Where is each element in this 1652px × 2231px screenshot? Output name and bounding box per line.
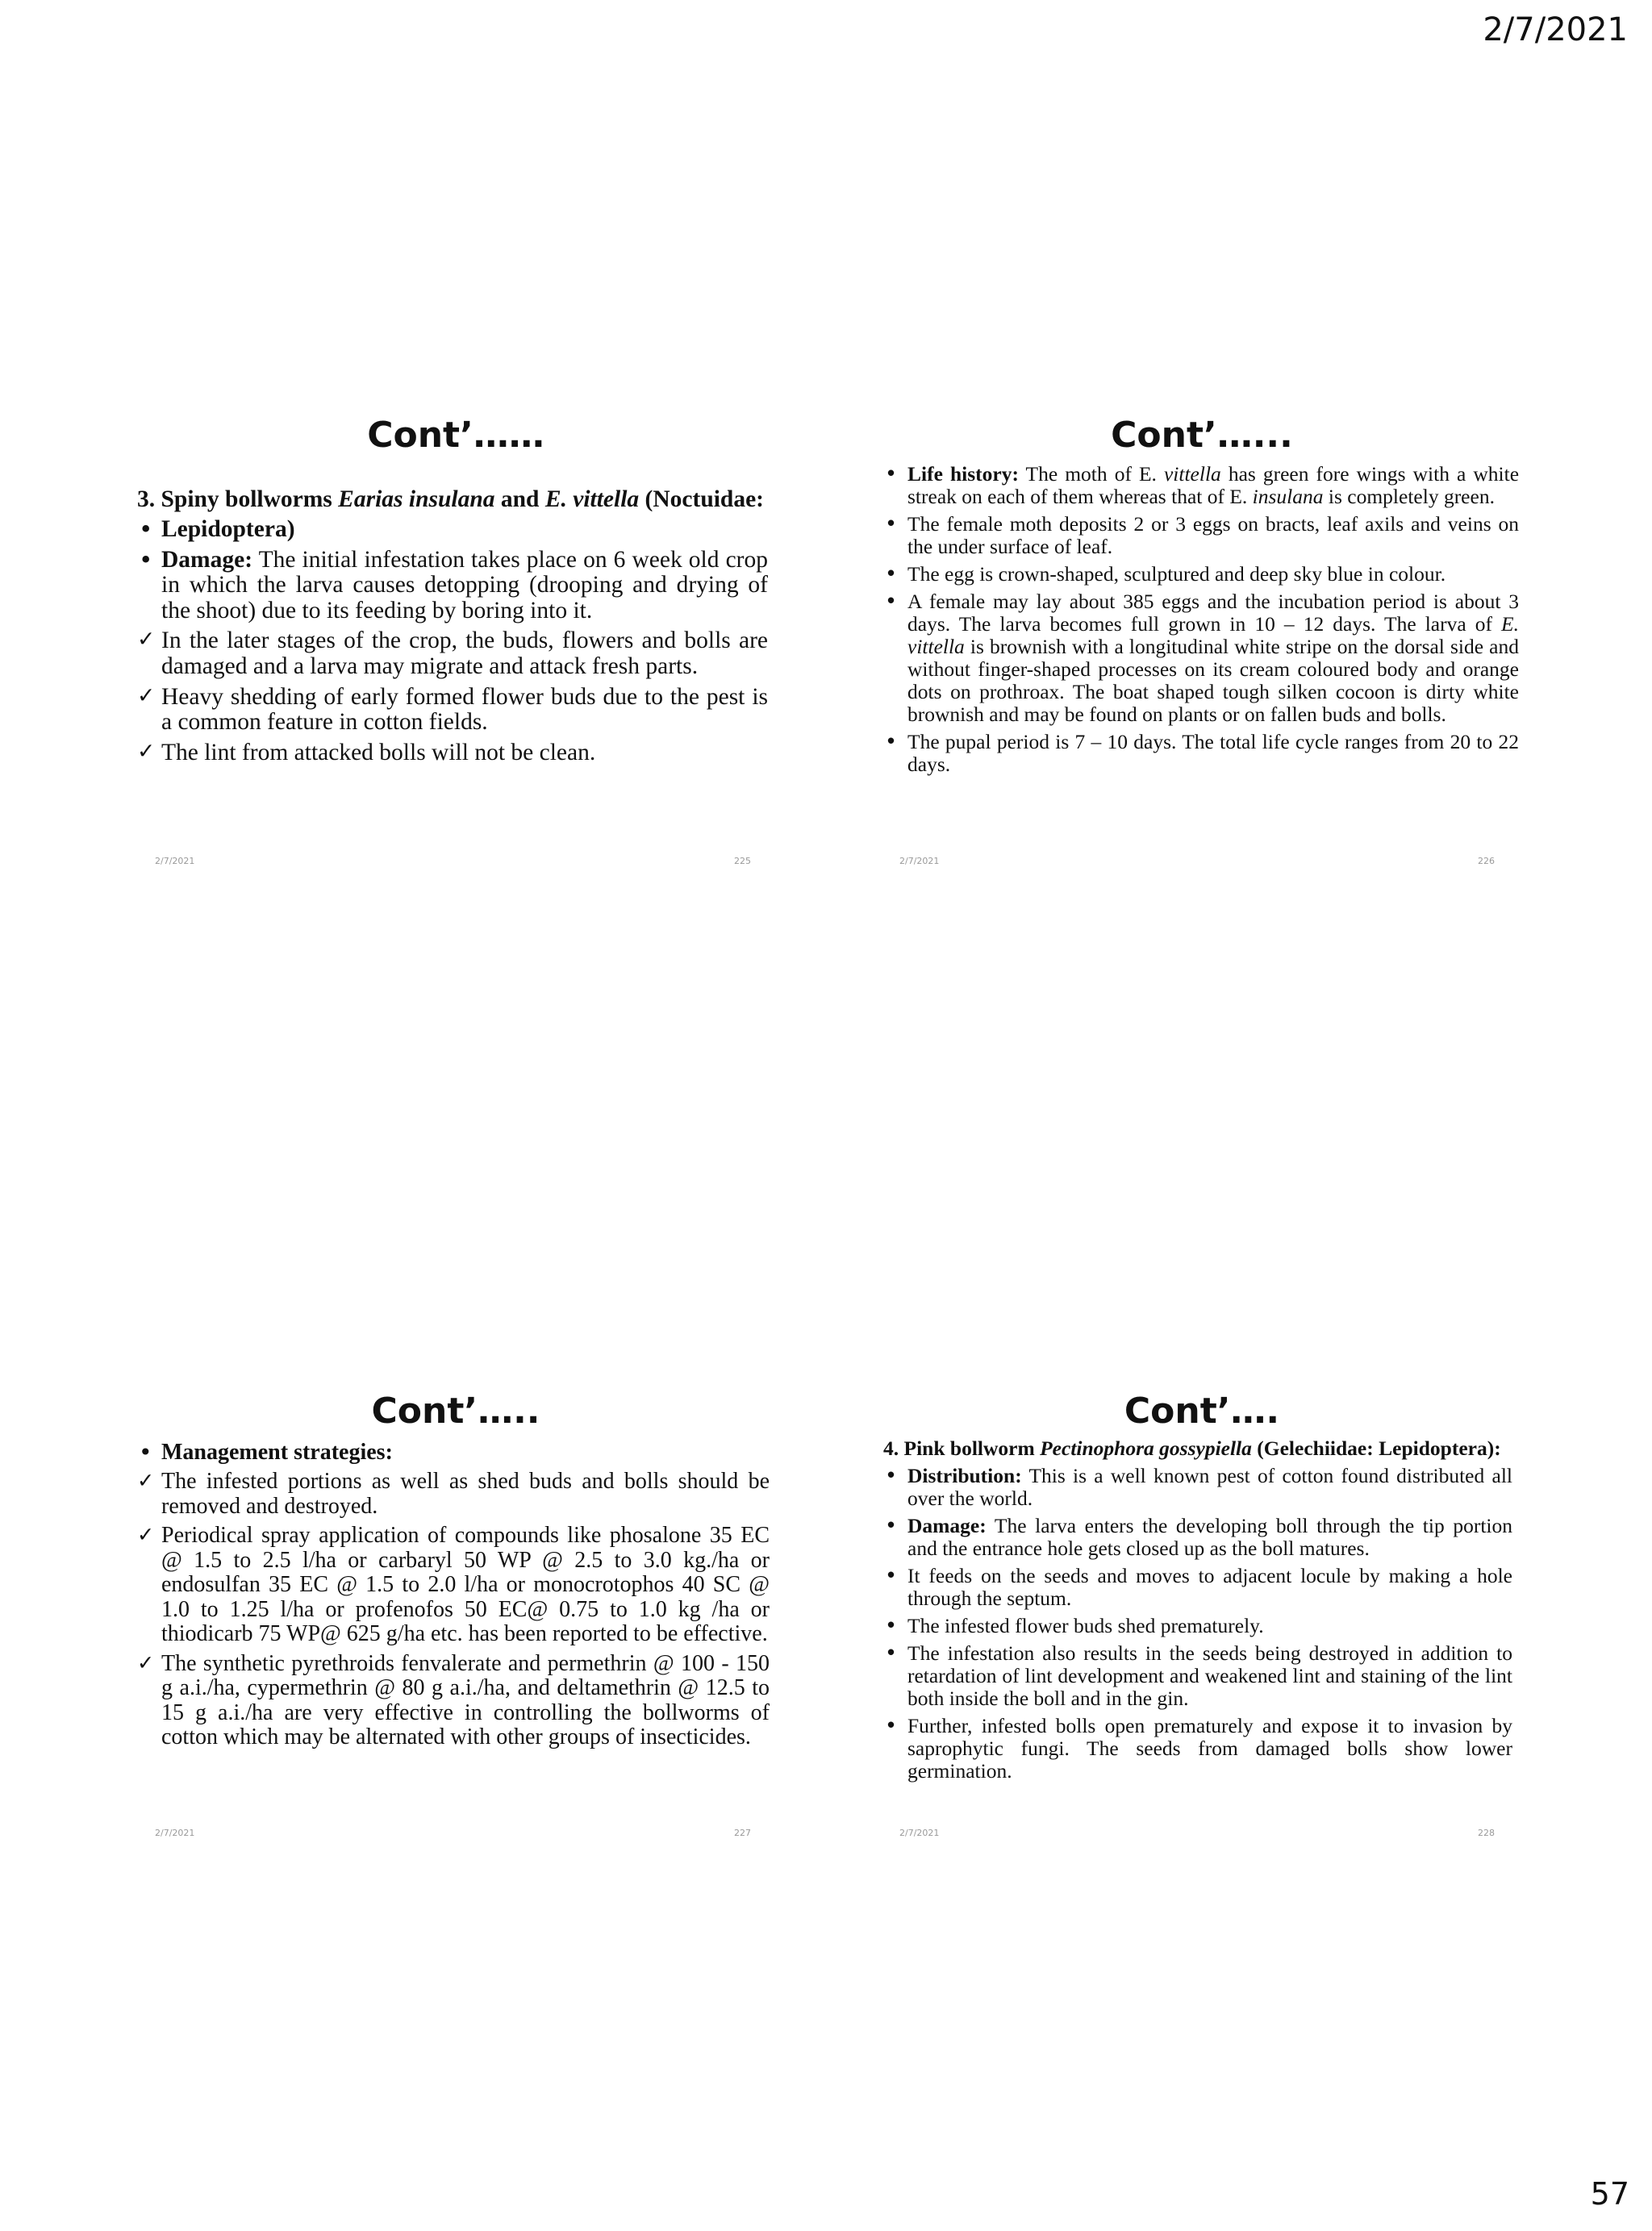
slide-228 xyxy=(883,1391,1529,1783)
list-item: ✓ Heavy shedding of early formed flower buds due to the pest is a common feature in cotton fields. xyxy=(137,682,768,736)
bullet-icon: • xyxy=(885,461,898,486)
slide-footer-date: 2/7/2021 xyxy=(899,856,940,866)
bullet-icon: • xyxy=(885,561,898,586)
page-number: 57 xyxy=(1590,2176,1629,2212)
slide-footer-date: 2/7/2021 xyxy=(899,1828,940,1838)
list-item: • Damage: The larva enters the developing boll through the tip portion and the entrance hole gets closed up as the boll matures. xyxy=(885,1513,1512,1560)
list-item: • The female moth deposits 2 or 3 eggs on bracts, leaf axils and veins on the under surface of leaf. xyxy=(885,511,1519,558)
slide-body xyxy=(137,487,768,766)
list-item: • It feeds on the seeds and moves to adjacent locule by making a hole through the septum. xyxy=(885,1563,1512,1610)
list-item: • The infested flower buds shed prematurely. xyxy=(885,1613,1264,1638)
bullet-list xyxy=(883,463,1519,777)
list-item: ✓ The synthetic pyrethroids fenvalerate and permethrin @ 100 - 150 g a.i./ha, cypermethrin @ 80 g a.i./ha, and deltamethrin @ 12.5 to 15 g a.i./ha are very effective in controlling the bollworms of cotton which may be alternated with other groups of insecticides. xyxy=(137,1650,770,1750)
slide-225 xyxy=(137,415,782,765)
list-item: • Life history: The moth of E. vittella has green fore wings with a white streak on each of them whereas that of E. insulana is completely green. xyxy=(885,461,1520,508)
check-icon: ✓ xyxy=(137,682,156,708)
bullet-icon: • xyxy=(139,1438,152,1466)
list-item: • Lepidoptera) xyxy=(139,515,295,544)
page-date: 2/7/2021 xyxy=(1483,11,1628,48)
list-item: • Further, infested bolls open prematurely and expose it to invasion by saprophytic fungi. The seeds from damaged bolls show lower germination. xyxy=(885,1714,1512,1783)
slide-title: Cont’…. xyxy=(1124,1391,1280,1432)
list-item: • Damage: The initial infestation takes place on 6 week old crop in which the larva causes detopping (drooping and drying of the shoot) due to its feeding by boring into it. xyxy=(139,545,768,623)
bullet-list xyxy=(137,1438,770,1750)
bullet-icon: • xyxy=(885,1641,898,1666)
slide-body xyxy=(137,1438,770,1750)
list-item: • The pupal period is 7 – 10 days. The total life cycle ranges from 20 to 22 days. xyxy=(885,730,1519,777)
bullet-icon: • xyxy=(885,1613,898,1638)
bullet-icon: • xyxy=(885,1463,898,1488)
slide-footer-number: 225 xyxy=(734,856,751,866)
pest-heading: 4. Pink bollworm Pectinophora gossypiella (Gelechiidae: Lepidoptera): xyxy=(883,1436,1501,1460)
list-item: ✓ In the later stages of the crop, the buds, flowers and bolls are damaged and a larva may migrate and attack fresh parts. xyxy=(137,627,768,679)
list-item: ✓ Periodical spray application of compounds like phosalone 35 EC @ 1.5 to 2.5 l/ha or carbaryl 50 WP @ 2.5 to 3.0 kg./ha or endosulfan 35 EC @ 1.5 to 2.0 l/ha or monocrotophos 40 SC @ 1.0 to 1.25 l/ha or profenofos 50 EC@ 0.75 to 1.0 kg /ha or thiodicarb 75 WP@ 625 g/ha etc. has been reported to be effective. xyxy=(137,1523,770,1647)
bullet-icon: • xyxy=(885,589,898,614)
list-item: ✓ The infested portions as well as shed buds and bolls should be removed and destroyed. xyxy=(137,1469,770,1519)
bullet-icon: • xyxy=(139,545,153,573)
bullet-list xyxy=(137,517,768,765)
slide-footer-date: 2/7/2021 xyxy=(155,1828,195,1838)
pest-heading: 3. Spiny bollworms Earias insulana and E. vittella (Noctuidae: xyxy=(137,486,765,512)
slide-footer-date: 2/7/2021 xyxy=(155,856,195,866)
slide-226 xyxy=(883,415,1529,776)
check-icon: ✓ xyxy=(137,1650,155,1674)
bullet-icon: • xyxy=(885,730,898,755)
bullet-icon: • xyxy=(885,1714,898,1739)
list-item: • The egg is crown-shaped, sculptured and deep sky blue in colour. xyxy=(885,561,1446,586)
check-icon: ✓ xyxy=(137,1469,155,1493)
bullet-icon: • xyxy=(885,1513,898,1538)
list-item: • Distribution: This is a well known pest of cotton found distributed all over the world. xyxy=(885,1463,1512,1510)
check-icon: ✓ xyxy=(137,1523,155,1547)
bullet-icon: • xyxy=(885,1563,898,1588)
slide-title: Cont’…… xyxy=(367,415,544,456)
list-item: ✓ The lint from attacked bolls will not be clean. xyxy=(137,738,596,765)
slide-title: Cont’…... xyxy=(1111,415,1293,456)
slide-body xyxy=(883,463,1519,777)
check-icon: ✓ xyxy=(137,738,156,764)
slide-footer-number: 226 xyxy=(1478,856,1495,866)
list-item: • Management strategies: xyxy=(139,1438,393,1466)
slide-footer-number: 228 xyxy=(1478,1828,1495,1838)
bullet-icon: • xyxy=(885,511,898,536)
bullet-icon: • xyxy=(139,515,153,544)
slide-body xyxy=(883,1437,1512,1783)
slide-footer-number: 227 xyxy=(734,1828,751,1838)
bullet-list xyxy=(883,1465,1512,1783)
check-icon: ✓ xyxy=(137,627,156,653)
list-item: • A female may lay about 385 eggs and the incubation period is about 3 days. The larva becomes full grown in 10 – 12 days. The larva of E. vittella is brownish with a longitudinal white stripe on the dorsal side and without finger-shaped processes on its cream coloured body and orange dots on prothroax. The boat shaped tough silken cocoon is dirty white brownish and may be found on plants or on fallen buds and bolls. xyxy=(885,589,1519,727)
list-item: • The infestation also results in the seeds being destroyed in addition to retardation of lint development and weakened lint and staining of the lint both inside the boll and in the gin. xyxy=(885,1641,1512,1711)
slide-title: Cont’….. xyxy=(371,1391,540,1432)
slide-227 xyxy=(137,1391,782,1750)
